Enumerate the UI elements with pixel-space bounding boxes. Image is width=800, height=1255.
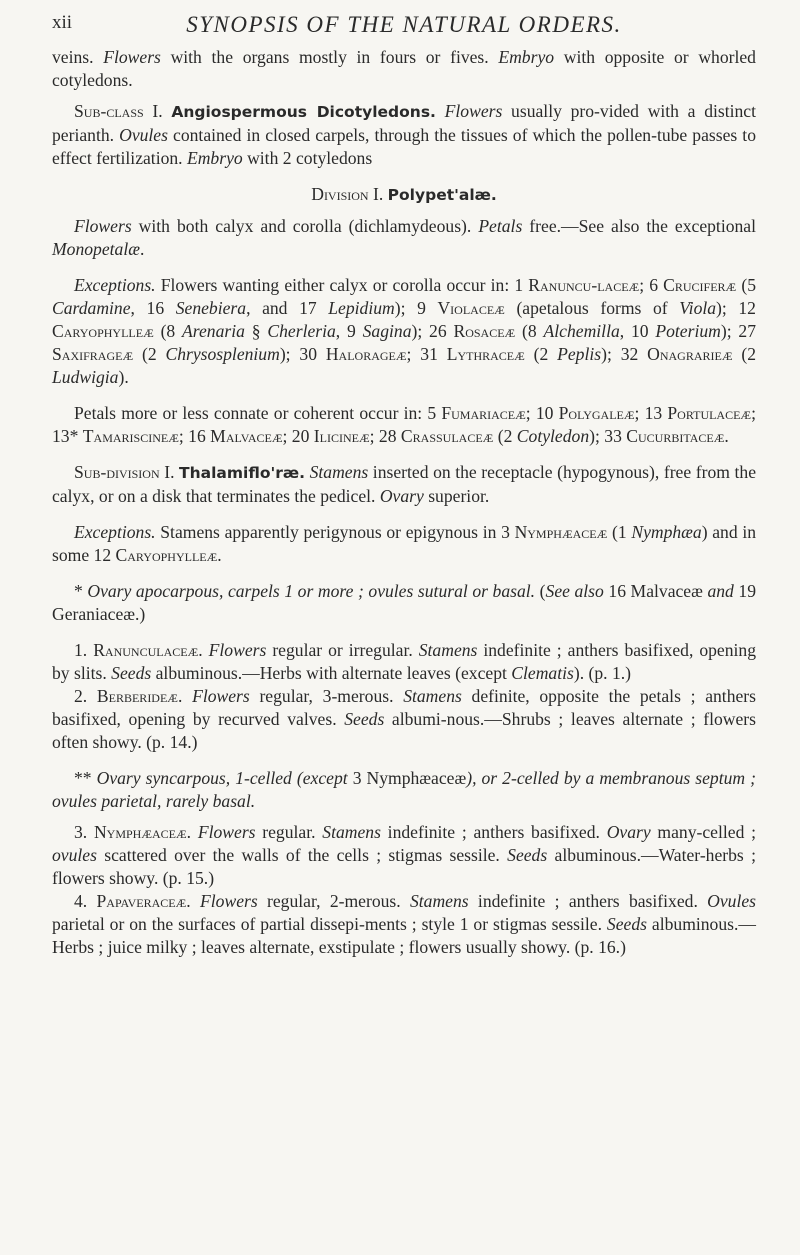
text-run: Cardamine: [52, 298, 131, 318]
text-run: ).: [118, 367, 129, 387]
running-title: SYNOPSIS OF THE NATURAL ORDERS.: [186, 12, 622, 37]
division-heading: [52, 183, 756, 207]
text-run: Lepidium: [328, 298, 395, 318]
text-run: , and 17: [246, 298, 329, 318]
text-run: Saxifrageæ: [52, 344, 134, 364]
text-run: albuminous.—Herbs with alternate leaves (except: [151, 663, 512, 683]
text-run: Flowers wanting either calyx or corolla occur in: 1: [155, 275, 529, 295]
text-run: Ludwigia: [52, 367, 119, 387]
text-run: Fumariaceæ: [441, 403, 526, 423]
text-run: Stamens: [322, 822, 381, 842]
text-run: Nymphæa: [631, 522, 702, 542]
text-run: Arenaria: [182, 321, 245, 341]
text-run: albuminous.—Herbs ; juice milky ; leaves alternate, exstipulate ; flowers usually showy. (p. 16.): [52, 914, 756, 957]
text-run: Flowers: [208, 640, 267, 660]
text-run: (: [535, 581, 546, 601]
text-run: Ovary: [379, 486, 424, 506]
text-run: ; 13*: [52, 403, 756, 446]
order-nymphaeaceae: [52, 821, 756, 890]
text-run: Lythraceæ: [446, 344, 525, 364]
text-run: (2: [524, 344, 558, 364]
text-run: ); 32: [601, 344, 648, 364]
text-run: Flowers: [197, 822, 256, 842]
page-header: [52, 0, 756, 46]
text-run: .: [139, 239, 145, 259]
text-run: regular or irregular.: [266, 640, 419, 660]
text-run: Nymphæaceæ: [514, 522, 608, 542]
text-run: Poterium: [655, 321, 721, 341]
text-run: Onagrarieæ: [647, 344, 733, 364]
text-run: ; 10: [525, 403, 559, 423]
text-run: Embryo: [498, 47, 555, 67]
text-run: (2: [732, 344, 756, 364]
text-run: (1: [607, 522, 632, 542]
text-run: superior.: [423, 486, 490, 506]
text-run: Ilicineæ: [313, 426, 370, 446]
text-run: scattered over the walls of the cells ; stigmas sessile.: [96, 845, 508, 865]
text-run: Flowers: [444, 101, 503, 121]
text-run: Ranunculaceæ.: [93, 640, 203, 660]
text-run: Halorageæ: [325, 344, 407, 364]
text-run: 19 Geraniaceæ.): [52, 581, 756, 624]
text-run: ); 30: [279, 344, 326, 364]
text-run: 3 Nymphæaceæ: [352, 768, 467, 788]
text-run: albuminous.—Water-herbs ; flowers showy. (p. 15.): [52, 845, 756, 888]
text-run: Stamens: [309, 462, 369, 482]
text-run: Ranuncu-laceæ: [528, 275, 640, 295]
text-run: (8: [153, 321, 183, 341]
paragraph-continuation: [52, 46, 756, 92]
text-run: Sub-division I.: [74, 462, 175, 482]
text-run: Monopetalæ: [52, 239, 140, 259]
text-run: Caryophylleæ: [115, 545, 218, 565]
text-run: Thalamiflo'ræ.: [179, 464, 306, 482]
text-run: albumi-nous.—Shrubs ; leaves alternate ; flowers often showy. (p. 14.): [52, 709, 756, 752]
text-run: ) and in some 12: [52, 522, 757, 565]
flowers-paragraph: [52, 215, 756, 261]
text-run: veins.: [52, 47, 104, 67]
text-run: with opposite or whorled cotyledons.: [52, 47, 756, 90]
text-run: Malvaceæ: [210, 426, 283, 446]
text-run: definite, opposite the petals ; anthers basifixed, opening by recurved valves.: [52, 686, 757, 729]
text-run: Violaceæ: [437, 298, 505, 318]
order-papaveraceae: [52, 890, 756, 959]
note-ovary-syncarpous: [52, 767, 756, 813]
text-run: Sagina: [362, 321, 412, 341]
text-run: .: [217, 545, 222, 565]
text-run: ovules: [52, 845, 97, 865]
text-run: Ovary apocarpous, carpels 1 or more ; ovules sutural or basal.: [87, 581, 536, 601]
text-run: Clematis: [511, 663, 574, 683]
text-run: regular, 3-merous.: [249, 686, 404, 706]
text-run: ); 9: [394, 298, 438, 318]
text-run: ); 33: [589, 426, 627, 446]
text-run: Papaveraceæ.: [96, 891, 191, 911]
text-run: ; 31: [406, 344, 447, 364]
text-run: Stamens: [403, 686, 462, 706]
text-run: Flowers: [192, 686, 250, 706]
text-run: indefinite ; anthers basifixed.: [468, 891, 708, 911]
text-run: ; 13: [634, 403, 668, 423]
text-run: Berberideæ.: [96, 686, 183, 706]
order-ranunculaceae: [52, 639, 756, 685]
text-run: Caryophylleæ: [52, 321, 154, 341]
text-run: 16 Malvaceæ: [603, 581, 708, 601]
text-run: (2: [133, 344, 166, 364]
text-run: Stamens apparently perigynous or epigynous in 3: [155, 522, 515, 542]
subclass-name: Angiospermous Dicotyledons.: [171, 103, 436, 121]
text-run: ); 26: [411, 321, 454, 341]
text-run: Cucurbitaceæ: [626, 426, 725, 446]
text-run: (apetalous forms of: [504, 298, 680, 318]
text-run: regular.: [255, 822, 323, 842]
text-run: Cruciferæ: [663, 275, 737, 295]
page-number: xii: [52, 12, 73, 33]
text-run: Chrysosplenium: [165, 344, 280, 364]
text-run: .: [724, 426, 729, 446]
text-run: Crassulaceæ: [400, 426, 494, 446]
text-run: ); 27: [720, 321, 757, 341]
text-run: **: [74, 768, 97, 788]
text-run: Nymphæaceæ.: [93, 822, 192, 842]
text-run: Stamens: [418, 640, 478, 660]
text-run: §: [244, 321, 268, 341]
text-run: Alchemilla: [543, 321, 620, 341]
text-run: See also: [545, 581, 604, 601]
text-run: Ovules: [119, 125, 168, 145]
text-run: 4.: [74, 891, 97, 911]
text-run: Petals more or less connate or coherent occur in: 5: [74, 403, 442, 423]
text-run: , 16: [130, 298, 176, 318]
text-run: (8: [515, 321, 544, 341]
exceptions-paragraph-2: [52, 521, 756, 567]
text-run: contained in closed carpels, through the tissues of which the pollen-tube passes to effect fertilization.: [52, 125, 756, 168]
text-run: Flowers: [103, 47, 161, 67]
text-run: Flowers: [200, 891, 258, 911]
text-run: (5: [736, 275, 757, 295]
text-run: Tamariscineæ: [82, 426, 179, 446]
text-run: with the organs mostly in fours or fives.: [160, 47, 499, 67]
subclass-paragraph: [52, 100, 756, 170]
text-run: Polygaleæ: [558, 403, 635, 423]
text-run: Division I.: [311, 184, 384, 204]
text-run: Petals: [478, 216, 523, 236]
text-run: ; 28: [369, 426, 401, 446]
text-run: 1.: [74, 640, 94, 660]
text-run: Viola: [679, 298, 717, 318]
text-run: regular, 2-merous.: [257, 891, 410, 911]
text-run: Seeds: [344, 709, 385, 729]
text-run: ; 20: [282, 426, 314, 446]
text-run: Embryo: [186, 148, 243, 168]
text-run: indefinite ; anthers basifixed, opening by slits.: [52, 640, 757, 683]
text-run: (2: [493, 426, 517, 446]
text-run: parietal or on the surfaces of partial dissepi-ments ; style 1 or stigmas sessile.: [52, 914, 607, 934]
text-run: Flowers: [74, 216, 132, 236]
text-run: 2.: [74, 686, 97, 706]
text-run: 3.: [74, 822, 94, 842]
text-run: ), or 2-celled by a membranous septum ; ovules parietal, rarely basal.: [52, 768, 756, 811]
text-run: Stamens: [409, 891, 469, 911]
text-run: Polypet'alæ.: [387, 186, 497, 204]
text-run: Exceptions.: [74, 275, 156, 295]
text-run: usually pro-vided with a distinct perianth.: [52, 101, 757, 145]
text-run: ; 6: [639, 275, 664, 295]
text-run: Ovary: [606, 822, 651, 842]
text-run: ); 12: [716, 298, 756, 318]
order-berberideae: [52, 685, 756, 754]
text-run: with both calyx and corolla (dichlamydeous).: [131, 216, 479, 236]
text-run: and: [707, 581, 734, 601]
text-run: Seeds: [111, 663, 152, 683]
text-run: ). (p. 1.): [573, 663, 632, 683]
text-run: Seeds: [606, 914, 647, 934]
text-run: Ovules: [707, 891, 757, 911]
subclass-label: Sub-class I.: [74, 101, 163, 121]
text-run: Cherleria: [267, 321, 336, 341]
subdivision-paragraph: [52, 461, 756, 508]
text-run: inserted on the receptacle (hypogynous), free from the calyx, or on a disk that terminates the pedicel.: [52, 462, 757, 506]
text-run: with 2 cotyledons: [242, 148, 373, 168]
text-run: Cotyledon: [516, 426, 590, 446]
text-run: *: [74, 581, 88, 601]
text-run: , 10: [619, 321, 656, 341]
text-run: many-celled ;: [650, 822, 757, 842]
text-run: Portulaceæ: [667, 403, 752, 423]
note-ovary-apocarpous: [52, 580, 756, 626]
text-run: free.—See also the exceptional: [522, 216, 757, 236]
text-run: Senebiera: [175, 298, 247, 318]
text-run: indefinite ; anthers basifixed.: [380, 822, 607, 842]
text-run: ; 16: [178, 426, 211, 446]
exceptions-paragraph-1: [52, 274, 756, 389]
text-run: Exceptions.: [74, 522, 156, 542]
text-run: Ovary syncarpous, 1-celled (except: [96, 768, 353, 788]
text-run: Rosaceæ: [453, 321, 516, 341]
petals-connate-paragraph: [52, 402, 756, 448]
text-run: Peplis: [557, 344, 602, 364]
text-run: , 9: [335, 321, 363, 341]
text-run: Seeds: [507, 845, 548, 865]
